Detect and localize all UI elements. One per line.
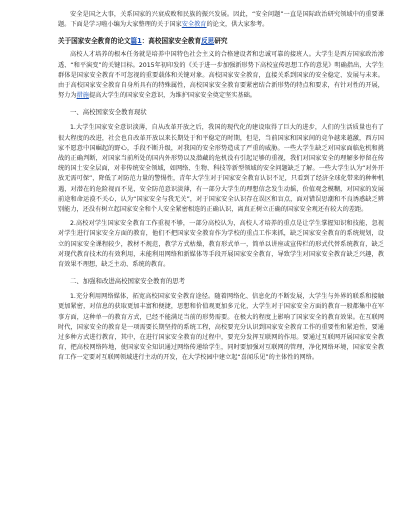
paragraph-1 xyxy=(58,50,384,101)
paragraph-1-text: 高校人才培养的根本任务就是培养中国特色社会主义的合格建设者和忠诚可靠的接班人。大学生是西方国家政治渗透、“和平演变”的关键目标。2015年初印发的《关于进一步加强新形势下高校宣传思想工作的意见》明确指出，大学生群体是国家安全教育不可忽视的重要载体和关键对象。高校国家安全教育，直接关系到国家的安全稳定、发展与未来。由于高校国家安全教育自身所具有的特殊属性，高校国家安全教育要紧密结合新形势的特点和要求，有针对性的开展，努力为 xyxy=(58,51,384,100)
article-title-link-1[interactable]: 篇1 xyxy=(130,37,142,46)
paragraph-2: 1.大学生国家安全意识淡薄，自从改革开放之后，我国的现代化的建设取得了巨大的进步，人们的生活质量也有了很大程度的改进，社会也自改革开放以来长期处于和平稳定的时期，但是，当前国家和国家间的竞争越来越激，西方国家不愿意中国崛起的野心，手段不断升级，对我国的安全形势造成了严重的威胁。一些大学生缺乏对国家面临危机和挑战的正确判断，对国家当前所处的国内外形势以及潜藏的危机没有引起足够的重视，我们对国家安全的理解多停留在传统的国土安全层面，对非传统安全领域，如网络、生物、科技等新型领域的安全问题缺乏了解。一些大学生认为“对外开放无需可保”，降低了对防范力量的警惕性，青年大学生对于国家安全教育认识不足，只看到了经济全球化带来的种种机遇，对潜在的危险视而不见，安全防范意识淡薄，有一部分大学生的理想信念发生动摇，价值观念模糊，对国家的发展前途和命运漠不关心，认为“国家安全与我无关”，对于国家安全认识存在误区和盲点，面对错误思潮和不良诱惑缺乏辨别能力，还没有树立起国家安全和个人安全紧密相连的正确认识，离真正树立正确的国家安全观还有较大的差距。 xyxy=(58,124,384,214)
intro-link-security-education[interactable]: 安全教育 xyxy=(181,21,207,29)
section-heading-2: 二、加强和改进高校国家安全教育的思考 xyxy=(70,277,186,286)
paragraph-3: 2.高校对学生国家安全教育工作重视不够，一部分高校认为，高校人才培养的重点是让学生掌握知识和技能，忽视对学生进行国家安全方面的教育，他们不把国家安全教育作为学校的重点工作来抓，缺乏国家安全教育的系统规划，设立的国家安全课程较少，教材不规范，教学方式枯燥，教育形式单一，简单以讲座或宣传栏的形式代替系统教育，缺乏对现代教育技术的有效利用，未能利用网络和新媒体等手段开展国家安全教育，导致学生对国家安全教育缺乏兴趣，教育效果不理想，缺乏主动、系统的教育。 xyxy=(58,220,384,269)
article-title xyxy=(58,36,384,46)
article-title-prefix: 关于国家安全教育的论文 xyxy=(58,37,131,46)
paragraph-1-text-end: 提高大学生的国家安全意识，为维护国家安全奠定坚实基础。 xyxy=(88,92,256,100)
article-title-link-2[interactable]: 反思 xyxy=(201,37,215,46)
intro-paragraph xyxy=(58,10,384,30)
article-title-middle: ：高校国家安全教育 xyxy=(141,37,202,46)
article-title-suffix: 研究 xyxy=(214,37,228,46)
intro-text: 安全是国之大事，关系国家的兴衰成败和民族的振兴发展。因此，“安全问题”一直是国际政治研究领域中的重要课题。下面是学习啦小编为大家整理的关于国家 xyxy=(58,11,384,29)
paragraph-4: 1.充分利用网络媒体，拓宽高校国家安全教育途径。随着网络化、信息化的不断发展，大学生与外界的联系和接触更加紧密，对信息的获取更加丰富和便捷，思想和价值观更加多元化，大学生对于国家安全方面的教育一般都集中在军事方面，这种单一的教育方式，已经不能满足当前的形势需要。在极大的程度上影响了国家安全的教育效果。在互联网时代，国家安全的教育是一项需要长期坚持的系统工程，高校要充分认识到国家安全教育工作的重要性和紧迫性，要通过多种方式进行教育，其中，在进行国家安全教育的过程中，要充分发挥互联网的作用。要通过互联网开展国家安全教育，把高校网络阵地，使国家安全知识通过网络传递给学生，同时要加强对互联网的管理，净化网络环境，国家安全教育工作一定要对互联网领域进行主动的开发，在大学校园中建立起“喜闻乐见”的主体性的网络。 xyxy=(58,293,384,362)
section-heading-1: 一、高校国家安全教育现状 xyxy=(70,108,147,117)
intro-text-end: 的论文，供大家参考。 xyxy=(206,21,269,29)
paragraph-1-link-measures[interactable]: 措施 xyxy=(76,92,89,100)
